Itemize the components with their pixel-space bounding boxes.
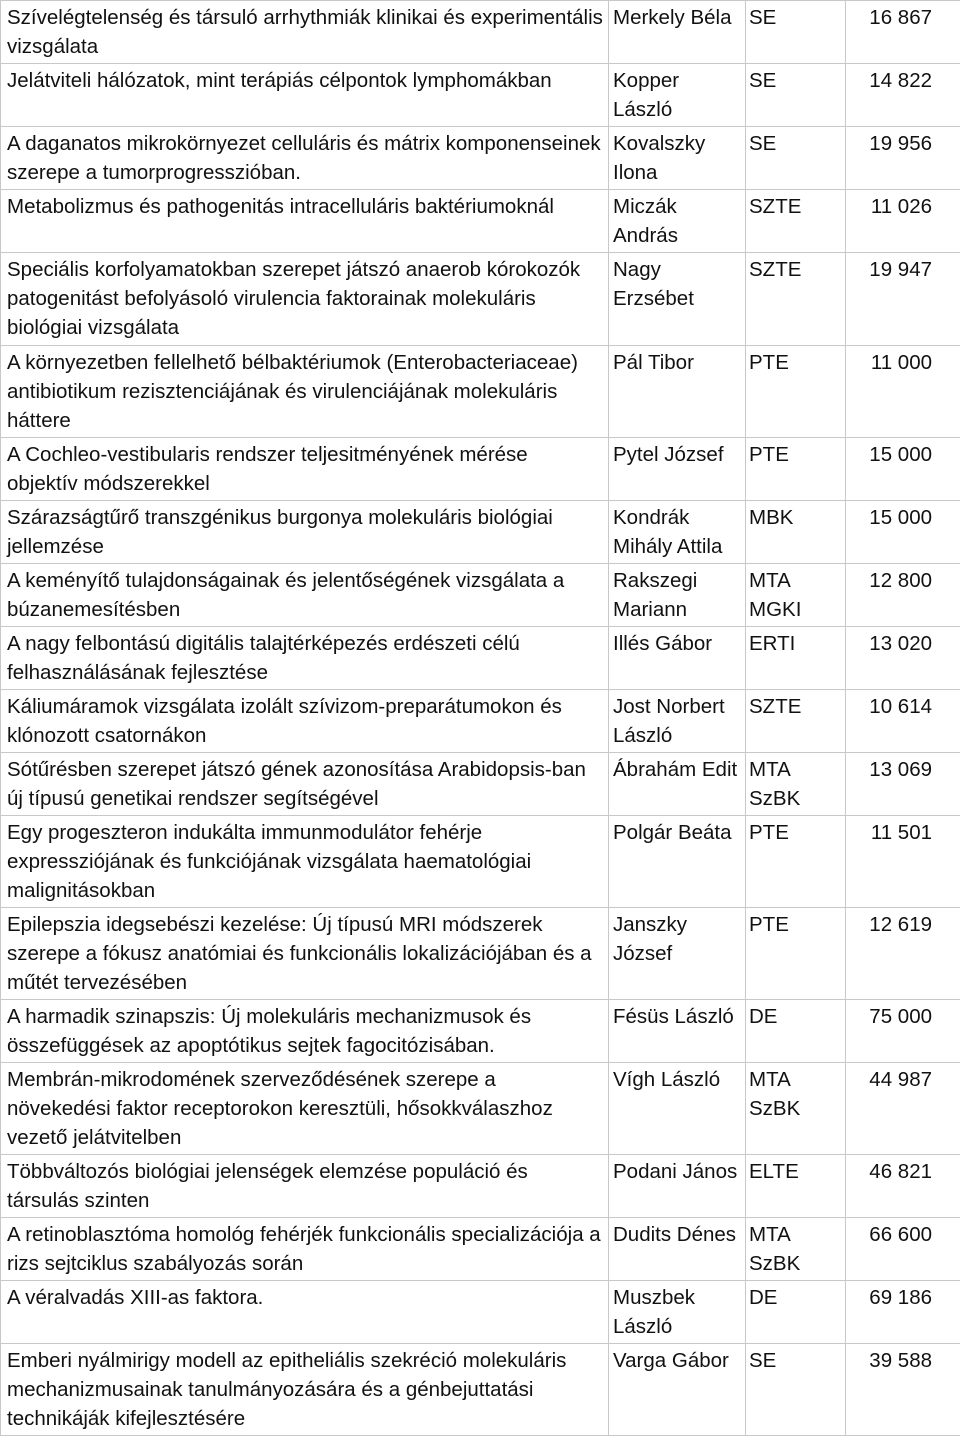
- institution: ELTE: [746, 1155, 846, 1218]
- institution: DE: [746, 1281, 846, 1344]
- researcher-name: Kovalszky Ilona: [609, 127, 746, 190]
- grant-amount: 39 588: [846, 1344, 960, 1436]
- table-row: [1, 127, 960, 190]
- table-row: [1, 753, 960, 816]
- project-title: Szívelégtelenség és társuló arrhythmiák klinikai és experimentális vizsgálata: [1, 1, 609, 64]
- researcher-name: Varga Gábor: [609, 1344, 746, 1436]
- project-title: Sótűrésben szerepet játszó gének azonosítása Arabidopsis-ban új típusú genetikai rendszer segítségével: [1, 753, 609, 816]
- table-row: [1, 501, 960, 564]
- project-title: Egy progeszteron indukálta immunmodulátor fehérje expressziójának és funkciójának vizsgálata haematológiai malignitásokban: [1, 816, 609, 908]
- institution: MTA SzBK: [746, 1218, 846, 1281]
- researcher-name: Fésüs László: [609, 1000, 746, 1063]
- institution: SZTE: [746, 190, 846, 253]
- project-title: A véralvadás XIII-as faktora.: [1, 1281, 609, 1344]
- table-row: [1, 1155, 960, 1218]
- grant-amount: 12 619: [846, 908, 960, 1000]
- table-row: [1, 1344, 960, 1436]
- researcher-name: Pytel József: [609, 438, 746, 501]
- table-row: [1, 190, 960, 253]
- institution: MBK: [746, 501, 846, 564]
- researcher-name: Jost Norbert László: [609, 690, 746, 753]
- project-title: A harmadik szinapszis: Új molekuláris mechanizmusok és összefüggések az apoptótikus sejtek fagocitózisában.: [1, 1000, 609, 1063]
- researcher-name: Muszbek László: [609, 1281, 746, 1344]
- institution: ERTI: [746, 627, 846, 690]
- researcher-name: Podani János: [609, 1155, 746, 1218]
- project-title: Membrán-mikrodomének szerveződésének szerepe a növekedési faktor receptorokon keresztüli, hősokkválaszhoz vezető jelátvitelben: [1, 1063, 609, 1155]
- grant-amount: 11 000: [846, 346, 960, 438]
- project-title: Szárazságtűrő transzgénikus burgonya molekuláris biológiai jellemzése: [1, 501, 609, 564]
- institution: PTE: [746, 816, 846, 908]
- researcher-name: Pál Tibor: [609, 346, 746, 438]
- table-row: [1, 908, 960, 1000]
- table-row: [1, 1218, 960, 1281]
- table-row: [1, 1, 960, 64]
- table-row: [1, 564, 960, 627]
- institution: MTA MGKI: [746, 564, 846, 627]
- grant-amount: 11 026: [846, 190, 960, 253]
- grant-amount: 15 000: [846, 501, 960, 564]
- project-title: A daganatos mikrokörnyezet celluláris és mátrix komponenseinek szerepe a tumorprogresszióban.: [1, 127, 609, 190]
- researcher-name: Nagy Erzsébet: [609, 253, 746, 346]
- grant-amount: 46 821: [846, 1155, 960, 1218]
- institution: PTE: [746, 346, 846, 438]
- researcher-name: Miczák András: [609, 190, 746, 253]
- project-title: A nagy felbontású digitális talajtérképezés erdészeti célú felhasználásának fejlesztése: [1, 627, 609, 690]
- institution: SE: [746, 1344, 846, 1436]
- institution: SE: [746, 1, 846, 64]
- grant-amount: 15 000: [846, 438, 960, 501]
- table-row: [1, 64, 960, 127]
- researcher-name: Ábrahám Edit: [609, 753, 746, 816]
- project-title: A keményítő tulajdonságainak és jelentőségének vizsgálata a búzanemesítésben: [1, 564, 609, 627]
- table-row: [1, 816, 960, 908]
- grant-amount: 13 020: [846, 627, 960, 690]
- table-row: [1, 438, 960, 501]
- project-title: Káliumáramok vizsgálata izolált szívizom-preparátumokon és klónozott csatornákon: [1, 690, 609, 753]
- institution: DE: [746, 1000, 846, 1063]
- table-row: [1, 627, 960, 690]
- project-title: Metabolizmus és pathogenitás intracelluláris baktériumoknál: [1, 190, 609, 253]
- table-row: [1, 253, 960, 346]
- institution: SZTE: [746, 253, 846, 346]
- researcher-name: Janszky József: [609, 908, 746, 1000]
- grant-amount: 44 987: [846, 1063, 960, 1155]
- grant-amount: 16 867: [846, 1, 960, 64]
- grant-amount: 11 501: [846, 816, 960, 908]
- researcher-name: Rakszegi Mariann: [609, 564, 746, 627]
- grant-amount: 66 600: [846, 1218, 960, 1281]
- institution: SE: [746, 64, 846, 127]
- researcher-name: Vígh László: [609, 1063, 746, 1155]
- institution: MTA SzBK: [746, 1063, 846, 1155]
- table-row: [1, 1063, 960, 1155]
- project-title: Jelátviteli hálózatok, mint terápiás célpontok lymphomákban: [1, 64, 609, 127]
- researcher-name: Illés Gábor: [609, 627, 746, 690]
- grant-amount: 75 000: [846, 1000, 960, 1063]
- researcher-name: Merkely Béla: [609, 1, 746, 64]
- grant-amount: 69 186: [846, 1281, 960, 1344]
- grant-amount: 19 947: [846, 253, 960, 346]
- table-row: [1, 346, 960, 438]
- researcher-name: Kondrák Mihály Attila: [609, 501, 746, 564]
- grant-amount: 12 800: [846, 564, 960, 627]
- table-row: [1, 690, 960, 753]
- institution: PTE: [746, 438, 846, 501]
- grant-amount: 19 956: [846, 127, 960, 190]
- researcher-name: Kopper László: [609, 64, 746, 127]
- grant-amount: 13 069: [846, 753, 960, 816]
- grant-amount: 10 614: [846, 690, 960, 753]
- institution: SE: [746, 127, 846, 190]
- table-row: [1, 1281, 960, 1344]
- table-row: [1, 1000, 960, 1063]
- project-title: Emberi nyálmirigy modell az epitheliális szekréció molekuláris mechanizmusainak tanulmányozására és a génbejuttatási technikáják kifejlesztésére: [1, 1344, 609, 1436]
- grant-table-body: [1, 1, 960, 1436]
- project-title: A retinoblasztóma homológ fehérjék funkcionális specializációja a rizs sejtciklus szabályozás során: [1, 1218, 609, 1281]
- project-title: Epilepszia idegsebészi kezelése: Új típusú MRI módszerek szerepe a fókusz anatómiai és funkcionális lokalizációjában és a műtét tervezésében: [1, 908, 609, 1000]
- institution: SZTE: [746, 690, 846, 753]
- researcher-name: Polgár Beáta: [609, 816, 746, 908]
- institution: PTE: [746, 908, 846, 1000]
- institution: MTA SzBK: [746, 753, 846, 816]
- project-title: Többváltozós biológiai jelenségek elemzése populáció és társulás szinten: [1, 1155, 609, 1218]
- project-title: A környezetben fellelhető bélbaktériumok (Enterobacteriaceae) antibiotikum rezisztenciájának és virulenciájának molekuláris háttere: [1, 346, 609, 438]
- researcher-name: Dudits Dénes: [609, 1218, 746, 1281]
- grant-amount: 14 822: [846, 64, 960, 127]
- project-title: Speciális korfolyamatokban szerepet játszó anaerob kórokozók patogenitást befolyásoló virulencia faktorainak molekuláris biológiai vizsgálata: [1, 253, 609, 346]
- project-title: A Cochleo-vestibularis rendszer teljesitményének mérése objektív módszerekkel: [1, 438, 609, 501]
